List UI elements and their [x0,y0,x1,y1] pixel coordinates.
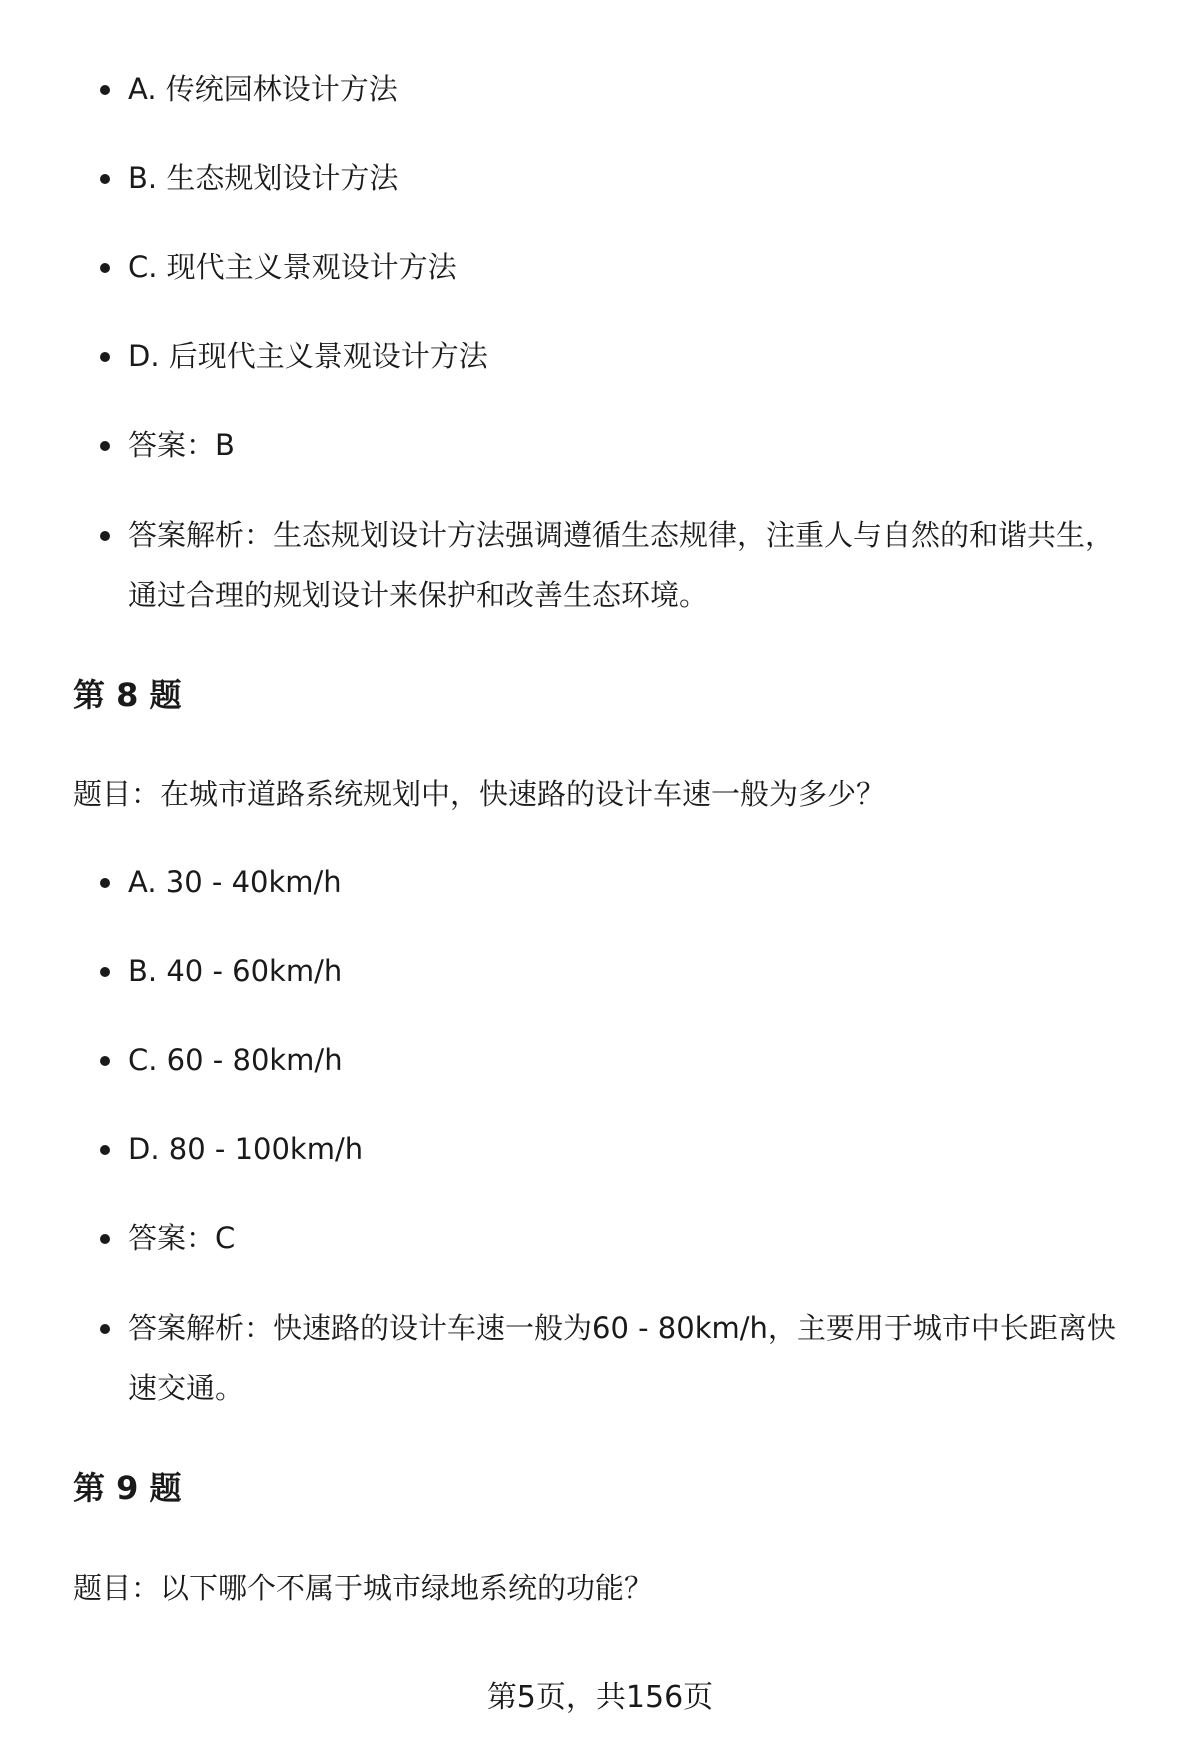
question-text: 题目：以下哪个不属于城市绿地系统的功能？ [73,1571,654,1605]
answer-explanation: 答案解析：生态规划设计方法强调遵循生态规律，注重人与自然的和谐共生，通过合理的规划设计来保护和改善生态环境。 [128,505,1138,625]
option-b: B. 40 - 60km/h [128,941,1138,1001]
question-text: 题目：在城市道路系统规划中，快速路的设计车速一般为多少？ [73,777,886,811]
option-d: D. 后现代主义景观设计方法 [128,326,1138,386]
question-heading: 第 9 题 [73,1469,182,1507]
option-a: A. 30 - 40km/h [128,852,1138,912]
answer-explanation: 答案解析：快速路的设计车速一般为60 - 80km/h，主要用于城市中长距离快速交通。 [128,1298,1138,1418]
option-c: C. 现代主义景观设计方法 [128,237,1138,297]
option-b: B. 生态规划设计方法 [128,148,1138,208]
answer: 答案：B [128,415,1138,475]
question-heading: 第 8 题 [73,676,182,714]
answer: 答案：C [128,1208,1138,1268]
option-d: D. 80 - 100km/h [128,1119,1138,1179]
option-a: A. 传统园林设计方法 [128,59,1138,119]
option-c: C. 60 - 80km/h [128,1030,1138,1090]
page-number-footer: 第5页，共156页 [486,1680,714,1715]
